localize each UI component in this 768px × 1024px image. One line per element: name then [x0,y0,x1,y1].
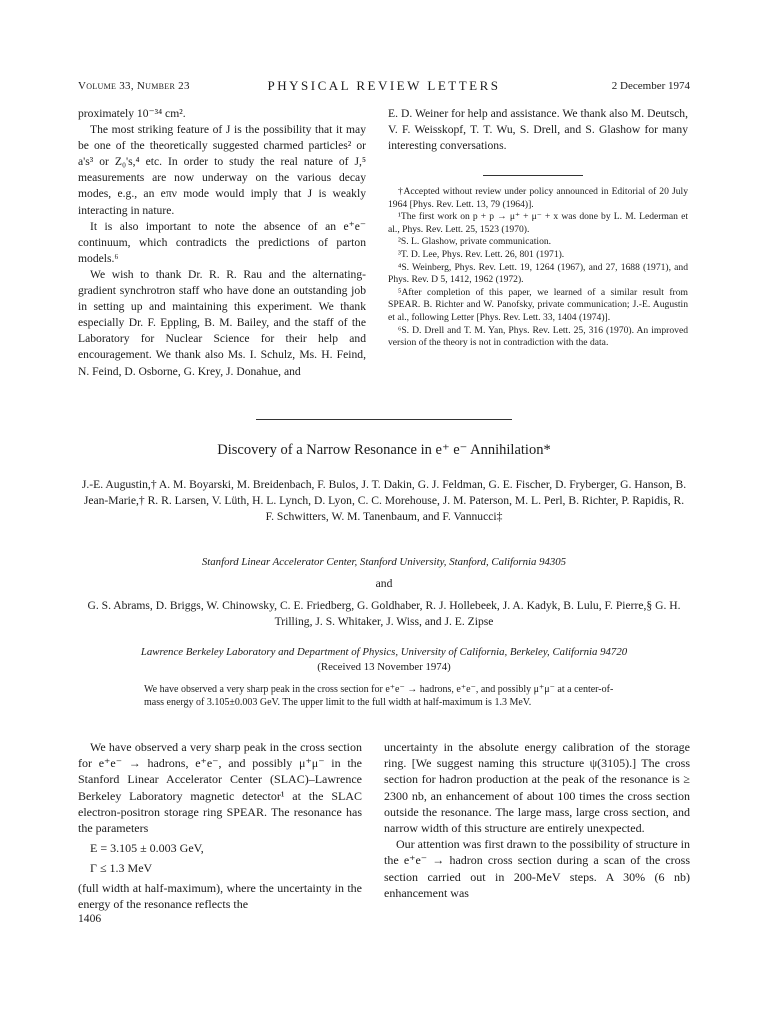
author-list-slac: J.-E. Augustin,† A. M. Boyarski, M. Breidenbach, F. Bulos, J. T. Dakin, G. J. Feldman, G. E. Fischer, D. Fryberger, G. Hanson, B. Jean-Marie,† R. R. Larsen, V. Lüth, H. L. Lynch, D. Lyon, C. C. Morehouse, J. M. Paterson, M. L. Perl, B. Richter, P. Rapidis, R. F. Schwitters, W. M. Tanenbaum, and F. Vannucci‡ [81,478,687,523]
affiliation-slac: Stanford Linear Accelerator Center, Stanford University, Stanford, California 94305 [201,556,567,568]
footnote: ¹The first work on p + p → μ⁺ + μ⁻ + x was done by L. M. Lederman et al., Phys. Rev. Lett. 25, 1523 (1970). [388,211,688,235]
body-left-column [78,739,362,912]
paragraph: proximately 10⁻³⁴ cm². [78,107,186,120]
author-conjunction: and [375,577,393,590]
footnote: ⁶S. D. Drell and T. M. Yan, Phys. Rev. Lett. 25, 316 (1970). An improved version of the theory is not in contradiction with the data. [388,324,688,349]
volume-number: Volume 33, Number 23 [78,80,190,92]
paragraph: Our attention was first drawn to the possibility of structure in the e⁺e⁻ → hadron cross section during a scan of the cross section carried out in 200-MeV steps. A 30% (6 nb) enhancement was [384,837,690,900]
body-right-column [384,739,690,901]
footnote: ²S. L. Glashow, private communication. [398,236,552,248]
article-separator [256,419,512,420]
affiliation-lbl: Lawrence Berkeley Laboratory and Department of Physics, University of California, Berkeley, California 94720 [140,646,628,658]
footnote-divider [483,175,583,176]
paragraph: uncertainty in the absolute energy calibration of the storage ring. [We suggest naming this structure ψ(3105).] The cross section for hadron production at the peak of the resonance is ≥ 2300 nb, an enhancement of about 100 times the cross section outside the resonance. The large mass, large cross section, and narrow width of this structure are entirely unexpected. [384,740,690,836]
previous-article-right-column [388,106,688,154]
journal-name: PHYSICAL REVIEW LETTERS [267,78,501,93]
page-number: 1406 [78,912,102,925]
footnote: ⁵After completion of this paper, we learned of a similar result from SPEAR. B. Richter and W. Panofsky, private communication; J.-E. Augustin et al., following Letter [Phys. Rev. Lett. 33, 1404 (1974)]. [388,286,688,323]
paragraph: We wish to thank Dr. R. R. Rau and the alternating-gradient synchrotron staff who have done an outstanding job in setting up and maintaining this experiment. We thank especially Dr. F. Eppling, B. M. Bailey, and the staff of the Laboratory for Nuclear Science for their help and encouragement. We thank also Ms. I. Schulz, Ms. H. Feind, N. Feind, D. Osborne, G. Krey, J. Donahue, and [78,267,366,378]
received-date: (Received 13 November 1974) [317,661,451,673]
article-title: Discovery of a Narrow Resonance in e⁺ e⁻ Annihilation* [217,442,551,458]
paragraph: (full width at half-maximum), where the uncertainty in the energy of the resonance reflects the [78,880,362,911]
footnote: ³T. D. Lee, Phys. Rev. Lett. 26, 801 (1971). [398,248,565,260]
author-list-lbl: G. S. Abrams, D. Briggs, W. Chinowsky, C. E. Friedberg, G. Goldhaber, R. J. Hollebeek, J. A. Kadyk, B. Lulu, F. Pierre,§ G. H. Trilling, J. S. Whitaker, J. Wiss, and J. E. Zipse [87,599,681,628]
paragraph: We have observed a very sharp peak in the cross section for e⁺e⁻ → hadrons, e⁺e⁻, and possibly μ⁺μ⁻ in the Stanford Linear Accelerator Center (SLAC)–Lawrence Berkeley Laboratory magnetic detector¹ at the SLAC electron-positron storage ring SPEAR. The resonance has the parameters [78,740,362,836]
footnote: †Accepted without review under policy announced in Editorial of 20 July 1964 [Phys. Rev. Lett. 13, 79 (1964)]. [388,186,688,210]
paragraph: The most striking feature of J is the possibility that it may be one of the theoretically suggested charmed particles² or a's³ or Z₀'s,⁴ etc. In order to study the real nature of J,⁵ measurements are now underway on the various decay modes, e.g., an eπν mode would imply that J is weakly interacting in nature. [78,123,366,217]
previous-article-left-column [78,106,366,380]
footnotes [388,186,688,350]
footnote: ⁴S. Weinberg, Phys. Rev. Lett. 19, 1264 (1967), and 27, 1688 (1971), and Phys. Rev. D 5, 1412, 1962 (1972). [388,261,688,286]
running-header [78,80,690,96]
equation-energy: E = 3.105 ± 0.003 GeV, [90,841,204,856]
equation-width: Γ ≤ 1.3 MeV [90,861,153,876]
paragraph: It is also important to note the absence of an e⁺e⁻ continuum, which contradicts the predictions of parton models.⁶ [78,219,366,265]
abstract: We have observed a very sharp peak in the cross section for e⁺e⁻ → hadrons, e⁺e⁻, and possibly μ⁺μ⁻ at a center-of-mass energy of 3.105±0.003 GeV. The upper limit to the full width at half-maximum is 1.3 MeV. [144,684,614,708]
paragraph: E. D. Weiner for help and assistance. We thank also M. Deutsch, V. F. Weisskopf, T. T. Wu, S. Drell, and S. Glashow for many interesting conversations. [388,107,688,153]
issue-date: 2 December 1974 [611,80,690,92]
